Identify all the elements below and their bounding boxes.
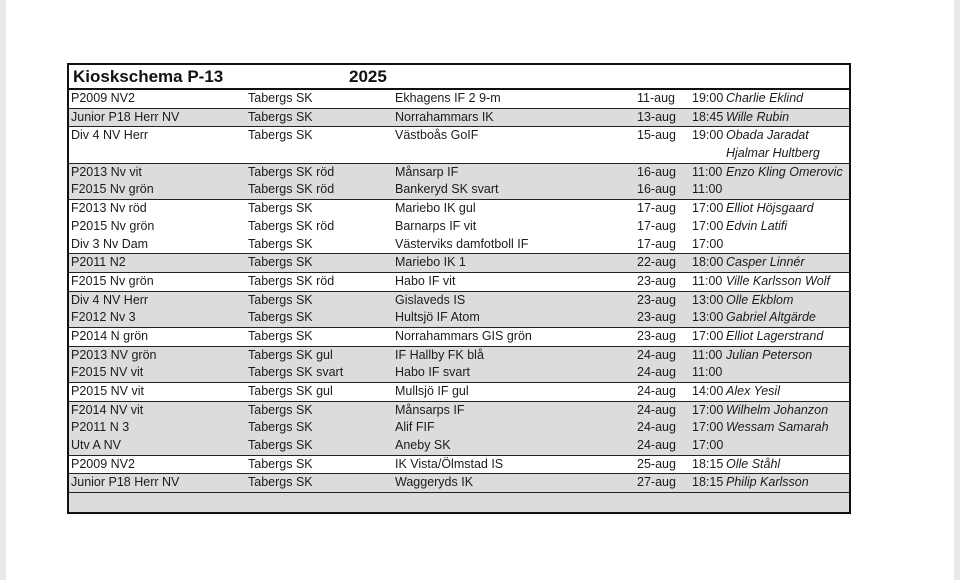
home-club-cell: Tabergs SK röd: [248, 164, 335, 179]
opponent-cell: IF Hallby FK blå: [395, 347, 484, 362]
opponent-cell: Mariebo IK gul: [395, 201, 476, 216]
home-club-cell: Tabergs SK: [248, 402, 313, 417]
time-cell: 13:00: [692, 310, 724, 325]
kiosk-schedule-table: [67, 63, 851, 514]
opponent-cell: Gislaveds IS: [395, 292, 466, 307]
kiosk-staff-cell: Wilhelm Johanzon: [726, 402, 829, 417]
team-cell: Div 3 Nv Dam: [71, 236, 149, 251]
kiosk-staff-cell: Hjalmar Hultberg: [726, 146, 820, 161]
date-cell: 17-aug: [637, 236, 676, 251]
table-row: [69, 419, 849, 437]
date-cell: 11-aug: [637, 91, 675, 105]
date-cell: 24-aug: [637, 384, 676, 398]
home-club-cell: Tabergs SK gul: [248, 347, 333, 362]
home-club-cell: Tabergs SK: [248, 128, 313, 143]
date-cell: 22-aug: [637, 255, 676, 270]
time-cell: 17:00: [692, 420, 724, 435]
opponent-cell: Västerviks damfotboll IF: [395, 236, 529, 251]
match-group: [69, 383, 849, 402]
date-cell: 23-aug: [637, 310, 676, 325]
opponent-cell: Habo IF vit: [395, 273, 456, 288]
team-cell: P2013 Nv vit: [71, 164, 142, 179]
date-cell: 25-aug: [637, 456, 676, 471]
home-club-cell: Tabergs SK: [248, 475, 313, 490]
team-cell: P2013 NV grön: [71, 347, 157, 362]
team-cell: F2013 Nv röd: [71, 201, 147, 216]
kiosk-staff-cell: Enzo Kling Omerovic: [726, 164, 843, 179]
kiosk-staff-cell: Edvin Latifi: [726, 218, 788, 233]
opponent-cell: Månsarp IF: [395, 164, 459, 179]
match-group: [69, 456, 849, 475]
table-row: [69, 218, 849, 236]
home-club-cell: Tabergs SK: [248, 255, 313, 270]
time-cell: 11:00: [692, 365, 723, 380]
opponent-cell: Mullsjö IF gul: [395, 384, 469, 398]
table-row: [69, 347, 849, 365]
document-page: [6, 0, 954, 580]
home-club-cell: Tabergs SK röd: [248, 273, 335, 288]
team-cell: P2011 N2: [71, 255, 126, 270]
team-cell: F2015 Nv grön: [71, 182, 154, 197]
table-row: [69, 145, 849, 163]
opponent-cell: Waggeryds IK: [395, 475, 474, 490]
match-group: [69, 402, 849, 456]
time-cell: 17:00: [692, 328, 724, 343]
time-cell: 18:15: [692, 456, 724, 471]
kiosk-staff-cell: Elliot Lagerstrand: [726, 328, 824, 343]
time-cell: 19:00: [692, 91, 724, 105]
date-cell: 24-aug: [637, 402, 676, 417]
opponent-cell: Hultsjö IF Atom: [395, 310, 480, 325]
opponent-cell: IK Vista/Ölmstad IS: [395, 456, 504, 471]
table-row: [69, 292, 849, 310]
date-cell: 17-aug: [637, 218, 676, 233]
date-cell: 16-aug: [637, 164, 676, 179]
kiosk-staff-cell: Gabriel Altgärde: [726, 310, 816, 325]
team-cell: Div 4 NV Herr: [71, 292, 149, 307]
table-row: [69, 200, 849, 218]
table-row: [69, 383, 849, 401]
opponent-cell: Aneby SK: [395, 438, 451, 453]
opponent-cell: Norrahammars IK: [395, 109, 494, 124]
date-cell: 15-aug: [637, 128, 676, 143]
opponent-cell: Månsarps IF: [395, 402, 465, 417]
match-group: [69, 292, 849, 328]
kiosk-staff-cell: Philip Karlsson: [726, 475, 809, 490]
table-row: [69, 364, 849, 382]
table-row: [69, 164, 849, 182]
kiosk-staff-cell: Ville Karlsson Wolf: [726, 273, 830, 288]
time-cell: 17:00: [692, 201, 724, 216]
opponent-cell: Ekhagens IF 2 9-m: [395, 91, 501, 105]
date-cell: 16-aug: [637, 182, 676, 197]
team-cell: P2015 NV vit: [71, 384, 144, 398]
match-group: [69, 347, 849, 383]
kiosk-staff-cell: Olle Ekblom: [726, 292, 794, 307]
home-club-cell: Tabergs SK: [248, 292, 313, 307]
kiosk-staff-cell: Wessam Samarah: [726, 420, 829, 435]
time-cell: 11:00: [692, 182, 723, 197]
team-cell: P2009 NV2: [71, 91, 135, 105]
time-cell: 14:00: [692, 384, 724, 398]
match-group: [69, 90, 849, 109]
date-cell: 17-aug: [637, 201, 676, 216]
team-cell: P2011 N 3: [71, 420, 130, 435]
home-club-cell: Tabergs SK röd: [248, 182, 335, 197]
time-cell: 11:00: [692, 164, 723, 179]
time-cell: 11:00: [692, 347, 723, 362]
team-cell: P2015 Nv grön: [71, 218, 155, 233]
team-cell: Div 4 NV Herr: [71, 128, 149, 143]
table-row: [69, 328, 849, 346]
time-cell: 18:15: [692, 475, 724, 490]
home-club-cell: Tabergs SK gul: [248, 384, 333, 398]
schedule-year: 2025: [349, 67, 387, 86]
team-cell: P2014 N grön: [71, 328, 149, 343]
table-row: [69, 254, 849, 272]
table-row: [69, 109, 849, 127]
kiosk-staff-cell: Obada Jaradat: [726, 128, 809, 143]
home-club-cell: Tabergs SK: [248, 438, 313, 453]
match-group: [69, 127, 849, 163]
match-group: [69, 109, 849, 128]
time-cell: 18:00: [692, 255, 724, 270]
time-cell: 17:00: [692, 218, 724, 233]
date-cell: 24-aug: [637, 438, 676, 453]
kiosk-staff-cell: Wille Rubin: [726, 109, 790, 124]
match-group: [69, 273, 849, 292]
match-group: [69, 328, 849, 347]
kiosk-staff-cell: Julian Peterson: [726, 347, 813, 362]
table-row: [69, 474, 849, 492]
home-club-cell: Tabergs SK: [248, 91, 313, 105]
table-row: [69, 90, 849, 108]
opponent-cell: Barnarps IF vit: [395, 218, 477, 233]
home-club-cell: Tabergs SK svart: [248, 365, 344, 380]
table-body: [69, 90, 849, 493]
opponent-cell: Habo IF svart: [395, 365, 471, 380]
team-cell: P2009 NV2: [71, 456, 135, 471]
date-cell: 23-aug: [637, 292, 676, 307]
kiosk-staff-cell: Alex Yesil: [726, 384, 780, 398]
table-row: [69, 456, 849, 474]
date-cell: 23-aug: [637, 328, 676, 343]
team-cell: Utv A NV: [71, 438, 122, 453]
home-club-cell: Tabergs SK: [248, 310, 313, 325]
table-row: [69, 181, 849, 199]
date-cell: 13-aug: [637, 109, 676, 124]
time-cell: 13:00: [692, 292, 724, 307]
date-cell: 24-aug: [637, 420, 676, 435]
date-cell: 24-aug: [637, 365, 676, 380]
kiosk-staff-cell: Charlie Eklind: [726, 91, 804, 105]
team-cell: Junior P18 Herr NV: [71, 109, 180, 124]
date-cell: 24-aug: [637, 347, 676, 362]
kiosk-staff-cell: Olle Ståhl: [726, 456, 781, 471]
time-cell: 11:00: [692, 273, 723, 288]
table-row: [69, 236, 849, 254]
schedule-title: Kioskschema P-13: [73, 67, 224, 86]
home-club-cell: Tabergs SK: [248, 420, 313, 435]
match-group: [69, 474, 849, 493]
date-cell: 27-aug: [637, 475, 676, 490]
table-footer-row: [69, 493, 849, 514]
opponent-cell: Mariebo IK 1: [395, 255, 466, 270]
time-cell: 17:00: [692, 236, 724, 251]
team-cell: F2015 NV vit: [71, 365, 144, 380]
home-club-cell: Tabergs SK röd: [248, 218, 335, 233]
match-group: [69, 164, 849, 200]
home-club-cell: Tabergs SK: [248, 109, 313, 124]
time-cell: 19:00: [692, 128, 724, 143]
team-cell: Junior P18 Herr NV: [71, 475, 180, 490]
team-cell: F2014 NV vit: [71, 402, 144, 417]
match-group: [69, 200, 849, 254]
time-cell: 17:00: [692, 402, 724, 417]
home-club-cell: Tabergs SK: [248, 201, 313, 216]
opponent-cell: Alif FIF: [395, 420, 435, 435]
opponent-cell: Norrahammars GIS grön: [395, 328, 532, 343]
team-cell: F2015 Nv grön: [71, 273, 154, 288]
time-cell: 17:00: [692, 438, 724, 453]
table-row: [69, 402, 849, 420]
table-row: [69, 309, 849, 327]
date-cell: 23-aug: [637, 273, 676, 288]
table-row: [69, 273, 849, 291]
home-club-cell: Tabergs SK: [248, 328, 313, 343]
time-cell: 18:45: [692, 109, 724, 124]
kiosk-staff-cell: Elliot Höjsgaard: [726, 201, 814, 216]
home-club-cell: Tabergs SK: [248, 456, 313, 471]
opponent-cell: Västboås GoIF: [395, 128, 479, 143]
home-club-cell: Tabergs SK: [248, 236, 313, 251]
table-header: [69, 65, 849, 90]
table-row: [69, 127, 849, 145]
kiosk-staff-cell: Casper Linnér: [726, 255, 805, 270]
opponent-cell: Bankeryd SK svart: [395, 182, 499, 197]
table-row: [69, 437, 849, 455]
match-group: [69, 254, 849, 273]
team-cell: F2012 Nv 3: [71, 310, 136, 325]
